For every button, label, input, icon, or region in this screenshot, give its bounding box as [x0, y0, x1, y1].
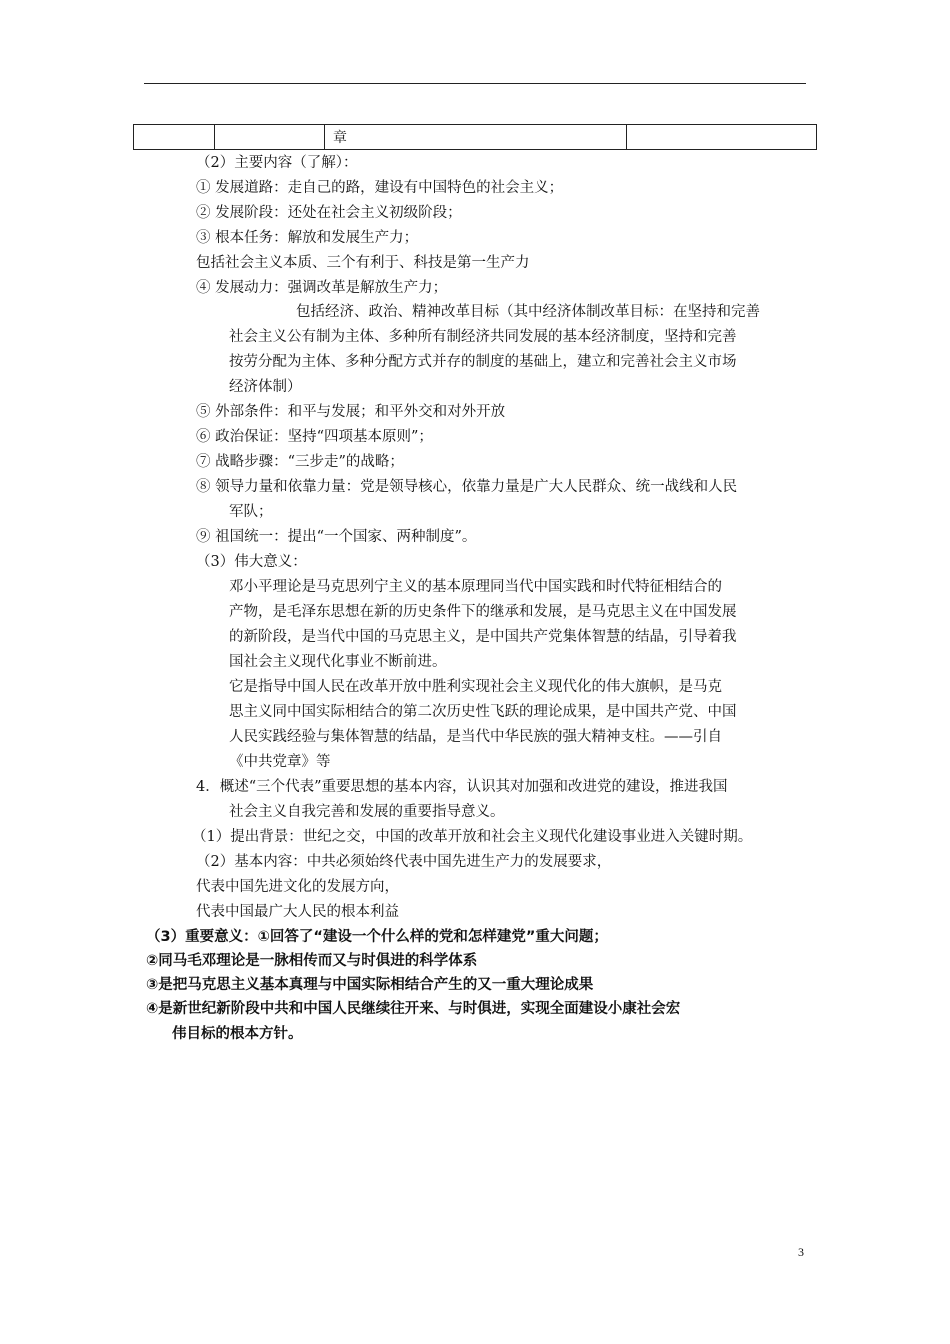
paragraph-line: 国社会主义现代化事业不断前进。 — [229, 654, 447, 670]
list-item: ⑤ 外部条件：和平与发展；和平外交和对外开放 — [196, 404, 506, 420]
list-item: ⑨ 祖国统一：提出“一个国家、两种制度”。 — [196, 529, 477, 545]
paragraph-line: 的新阶段，是当代中国的马克思主义，是中国共产党集体智慧的结晶，引导着我 — [229, 629, 737, 645]
list-item: ③ 根本任务：解放和发展生产力； — [196, 230, 419, 246]
list-item: ① 发展道路：走自己的路，建设有中国特色的社会主义； — [196, 180, 564, 196]
paragraph-line: 代表中国先进文化的发展方向， — [196, 879, 399, 895]
list-item: ⑦ 战略步骤：“三步走”的战略； — [196, 454, 404, 470]
paragraph-line: 它是指导中国人民在改革开放中胜利实现社会主义现代化的伟大旗帜，是马克 — [229, 679, 722, 695]
bold-line: 伟目标的根本方针。 — [172, 1026, 303, 1042]
bold-line: ③是把马克思主义基本真理与中国实际相结合产生的又一重大理论成果 — [146, 977, 594, 993]
table-cell — [627, 125, 817, 150]
section-heading-main-content: （2）主要内容（了解）： — [196, 155, 358, 171]
bold-line: （3）重要意义：①回答了“建设一个什么样的党和怎样建党”重大问题； — [146, 929, 608, 945]
table-cell — [215, 125, 325, 150]
paragraph-line: 社会主义公有制为主体、多种所有制经济共同发展的基本经济制度，坚持和完善 — [229, 329, 737, 345]
bold-line: ④是新世纪新阶段中共和中国人民继续往开来、与时俱进，实现全面建设小康社会宏 — [146, 1001, 681, 1017]
paragraph-line: 产物，是毛泽东思想在新的历史条件下的继承和发展，是马克思主义在中国发展 — [229, 604, 737, 620]
section-heading-three-represents: 4．概述“三个代表”重要思想的基本内容，认识其对加强和改进党的建设，推进我国 — [196, 779, 728, 795]
paragraph-line: 经济体制） — [229, 379, 302, 395]
table-cell — [134, 125, 215, 150]
paragraph-line: 邓小平理论是马克思列宁主义的基本原理同当代中国实践和时代特征相结合的 — [229, 579, 722, 595]
section-heading-significance: （3）伟大意义： — [196, 554, 307, 570]
paragraph-line: 包括经济、政治、精神改革目标（其中经济体制改革目标：在坚持和完善 — [296, 304, 760, 320]
paragraph-line: 社会主义自我完善和发展的重要指导意义。 — [229, 804, 505, 820]
list-item: ⑧ 领导力量和依靠力量：党是领导核心，依靠力量是广大人民群众、统一战线和人民 — [196, 479, 738, 495]
list-item: ② 发展阶段：还处在社会主义初级阶段； — [196, 205, 462, 221]
top-table-fragment — [133, 124, 817, 150]
paragraph-line: （2）基本内容：中共必须始终代表中国先进生产力的发展要求， — [196, 854, 612, 870]
page-number: 3 — [798, 1245, 804, 1259]
bold-line: ②同马毛邓理论是一脉相传而又与时俱进的科学体系 — [146, 953, 478, 969]
header-rule — [144, 83, 806, 84]
paragraph-line: 代表中国最广大人民的根本利益 — [196, 904, 399, 920]
list-item: ④ 发展动力：强调改革是解放生产力； — [196, 280, 448, 296]
paragraph-line: （1）提出背景：世纪之交，中国的改革开放和社会主义现代化建设事业进入关键时期。 — [192, 829, 753, 845]
paragraph-line: 《中共党章》等 — [229, 754, 331, 770]
table-cell: 章 — [325, 125, 627, 150]
paragraph-line: 按劳分配为主体、多种分配方式并存的制度的基础上，建立和完善社会主义市场 — [229, 354, 737, 370]
paragraph-line: 人民实践经验与集体智慧的结晶，是当代中华民族的强大精神支柱。——引自 — [229, 729, 722, 745]
list-item: ⑥ 政治保证：坚持“四项基本原则”； — [196, 429, 433, 445]
paragraph-line: 军队； — [229, 504, 273, 520]
paragraph-line: 思主义同中国实际相结合的第二次历史性飞跃的理论成果，是中国共产党、中国 — [229, 704, 737, 720]
table-row — [134, 125, 817, 150]
paragraph-line: 包括社会主义本质、三个有利于、科技是第一生产力 — [196, 255, 530, 271]
